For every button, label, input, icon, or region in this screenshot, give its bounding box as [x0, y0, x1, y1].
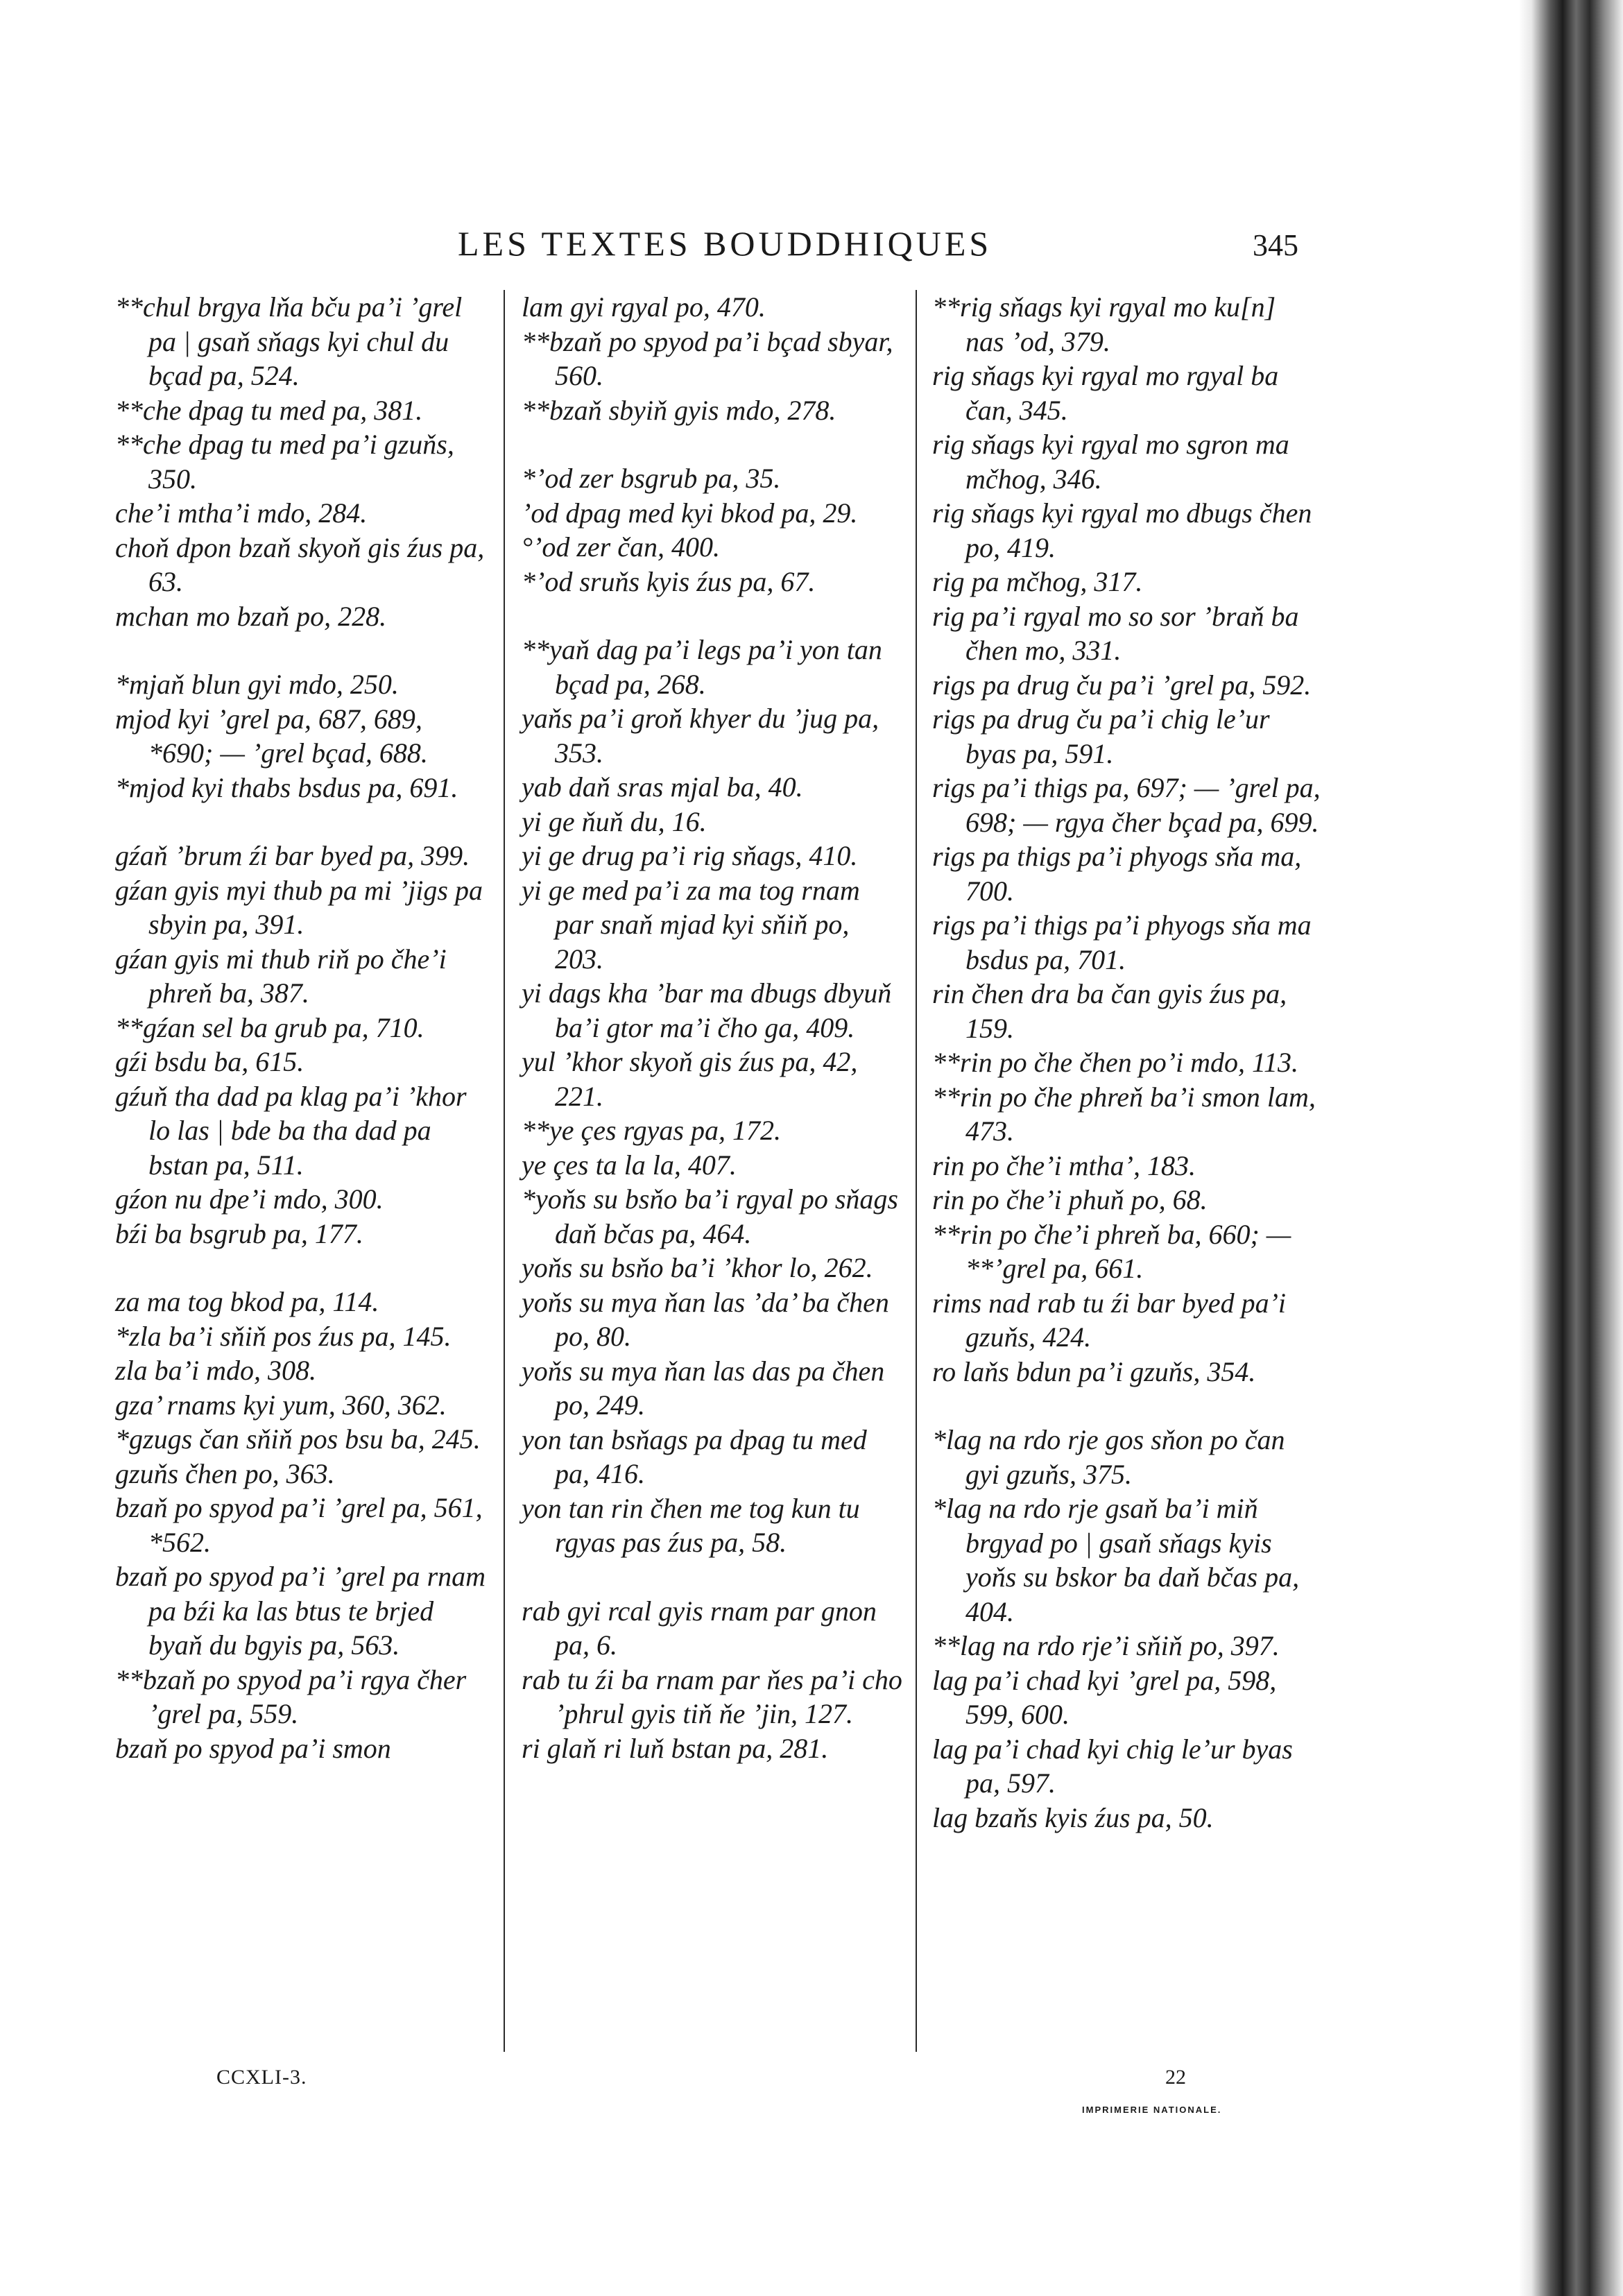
- index-entry: lag pa’i chad kyi ’grel pa, 598, 599, 600.: [932, 1664, 1277, 1730]
- index-entry: rig sňags kyi rgyal mo rgyal ba čan, 345.: [932, 360, 1279, 426]
- index-entry: *mjaň blun gyi mdo, 250.: [115, 669, 399, 700]
- section-gap: [115, 1251, 490, 1285]
- index-entry: yi dags kha ’bar ma dbugs dbyuň ba’i gtor ma’i čho ga, 409.: [522, 977, 892, 1043]
- index-entry: *gzugs čan sňiň pos bsu ba, 245.: [115, 1423, 481, 1455]
- index-entry: gza’ rnams kyi yum, 360, 362.: [115, 1389, 447, 1421]
- index-entry: gźan gyis myi thub pa mi ’jigs pa sbyin pa, 391.: [115, 874, 483, 940]
- section-gap: [522, 1560, 903, 1594]
- index-entry: mjod kyi ’grel pa, 687, 689, *690; — ’grel bçad, 688.: [115, 703, 428, 769]
- index-entry: **rin po čhe čhen po’i mdo, 113.: [932, 1047, 1299, 1078]
- index-entry: ro laňs bdun pa’i gzuňs, 354.: [932, 1355, 1256, 1387]
- index-entry: *lag na rdo rje gos sňon po čan gyi gzuňs, 375.: [932, 1424, 1285, 1490]
- index-entry: choň dpon bzaň skyoň gis źus pa, 63.: [115, 531, 485, 597]
- index-entry: rin čhen dra ba čan gyis źus pa, 159.: [932, 978, 1287, 1044]
- index-entry: *lag na rdo rje gsaň ba’i miň brgyad po | gsaň sňags kyis yoňs su bskor ba daň bčas pa, 404.: [932, 1493, 1300, 1627]
- index-entry: yon tan bsňags pa dpag tu med pa, 416.: [522, 1423, 867, 1489]
- index-entry: **bzaň po spyod pa’i rgya čher ’grel pa, 559.: [115, 1663, 467, 1729]
- index-entry: lag bzaňs kyis źus pa, 50.: [932, 1801, 1214, 1833]
- index-entry: ’od dpag med kyi bkod pa, 29.: [522, 497, 858, 529]
- index-entry: *mjod kyi thabs bsdus pa, 691.: [115, 771, 458, 803]
- section-gap: [932, 1389, 1321, 1423]
- index-entry: rig pa’i rgyal mo so sor ’braň ba čhen mo, 331.: [932, 600, 1299, 666]
- index-entry: za ma tog bkod pa, 114.: [115, 1286, 379, 1317]
- index-column-2: [522, 290, 903, 1765]
- index-entry: lag pa’i chad kyi chig le’ur byas pa, 597.: [932, 1733, 1293, 1799]
- index-entry: yaňs pa’i groň khyer du ’jug pa, 353.: [522, 703, 879, 769]
- sheet-number: 22: [1165, 2066, 1186, 2089]
- index-entry: gzuňs čhen po, 363.: [115, 1457, 335, 1489]
- index-entry: *’od zer bsgrub pa, 35.: [522, 463, 781, 494]
- index-entry: yoňs su bsňo ba’i ’khor lo, 262.: [522, 1252, 873, 1283]
- index-entry: gźon nu dpe’i mdo, 300.: [115, 1183, 384, 1215]
- index-entry: gźuň tha dad pa klag pa’i ’khor lo las | bde ba tha dad pa bstan pa, 511.: [115, 1080, 467, 1181]
- section-gap: [522, 427, 903, 461]
- index-entry: **lag na rdo rje’i sňiň po, 397.: [932, 1630, 1280, 1661]
- section-gap: [115, 633, 490, 667]
- printer-imprint: IMPRIMERIE NATIONALE.: [1082, 2105, 1222, 2115]
- index-entry: rigs pa’i thigs pa, 697; — ’grel pa, 698; — rgya čher bçad pa, 699.: [932, 772, 1321, 838]
- section-gap: [115, 805, 490, 839]
- index-entry: **rin po čhe phreň ba’i smon lam, 473.: [932, 1081, 1316, 1147]
- index-entry: gźaň ’brum źi bar byed pa, 399.: [115, 840, 470, 871]
- index-entry: **chul brgya lňa bču pa’i ’grel pa | gsaň sňags kyi chul du bçad pa, 524.: [115, 291, 463, 391]
- index-entry: gźan gyis mi thub riň po čhe’i phreň ba, 387.: [115, 943, 447, 1009]
- index-entry: yi ge med pa’i za ma tog rnam par snaň mjad kyi sňiň po, 203.: [522, 874, 860, 975]
- signature-mark: CCXLI-3.: [216, 2066, 307, 2089]
- index-entry: rig sňags kyi rgyal mo dbugs čhen po, 419.: [932, 497, 1312, 563]
- index-entry: **ye çes rgyas pa, 172.: [522, 1115, 781, 1146]
- page-number: 345: [1253, 228, 1298, 262]
- page-header: [0, 223, 1623, 265]
- index-column-1: [115, 290, 490, 1765]
- index-entry: bźi ba bsgrub pa, 177.: [115, 1217, 363, 1249]
- index-entry: *yoňs su bsňo ba’i rgyal po sňags daň bčas pa, 464.: [522, 1183, 898, 1249]
- index-entry: gźi bsdu ba, 615.: [115, 1046, 304, 1077]
- index-entry: rigs pa thigs pa’i phyogs sňa ma, 700.: [932, 841, 1302, 907]
- index-entry: bzaň po spyod pa’i ’grel pa, 561, *562.: [115, 1492, 483, 1558]
- index-entry: rab tu źi ba rnam par ňes pa’i cho ’phrul gyis tiň ňe ’jin, 127.: [522, 1663, 902, 1729]
- index-entry: bzaň po spyod pa’i smon: [115, 1732, 391, 1764]
- index-entry: **gźan sel ba grub pa, 710.: [115, 1011, 424, 1043]
- index-entry: **yaň dag pa’i legs pa’i yon tan bçad pa, 268.: [522, 634, 882, 700]
- index-entry: °’od zer čan, 400.: [522, 531, 720, 563]
- index-entry: **rig sňags kyi rgyal mo ku[n] nas ’od, 379.: [932, 291, 1276, 357]
- index-entry: yon tan rin čhen me tog kun tu rgyas pas źus pa, 58.: [522, 1492, 860, 1558]
- index-entry: ri glaň ri luň bstan pa, 281.: [522, 1732, 829, 1764]
- index-entry: rig sňags kyi rgyal mo sgron ma mčhog, 346.: [932, 429, 1289, 495]
- section-gap: [522, 599, 903, 633]
- index-entry: che’i mtha’i mdo, 284.: [115, 497, 368, 529]
- index-entry: **bzaň sbyiň gyis mdo, 278.: [522, 394, 836, 426]
- index-entry: rin po čhe’i mtha’, 183.: [932, 1149, 1196, 1181]
- index-entry: **bzaň po spyod pa’i bçad sbyar, 560.: [522, 325, 893, 391]
- index-entry: **rin po čhe’i phreň ba, 660; — **’grel pa, 661.: [932, 1218, 1291, 1284]
- column-rule: [916, 290, 917, 2052]
- index-entry: yoňs su mya ňan las das pa čhen po, 249.: [522, 1355, 885, 1421]
- index-entry: yab daň sras mjal ba, 40.: [522, 771, 803, 803]
- index-entry: ye çes ta la la, 407.: [522, 1149, 737, 1181]
- index-entry: rin po čhe’i phuň po, 68.: [932, 1184, 1208, 1215]
- index-entry: **che dpag tu med pa, 381.: [115, 394, 423, 426]
- index-entry: *’od sruňs kyis źus pa, 67.: [522, 565, 816, 597]
- index-entry: zla ba’i mdo, 308.: [115, 1355, 316, 1386]
- index-entry: rigs pa drug ču pa’i chig le’ur byas pa, 591.: [932, 703, 1270, 769]
- index-entry: yi ge ňuň du, 16.: [522, 805, 707, 837]
- index-entry: yul ’khor skyoň gis źus pa, 42, 221.: [522, 1046, 858, 1112]
- column-rule: [504, 290, 505, 2052]
- index-entry: rigs pa’i thigs pa’i phyogs sňa ma bsdus pa, 701.: [932, 909, 1312, 975]
- book-edge-shadow: [1519, 0, 1623, 2296]
- index-entry: rims nad rab tu źi bar byed pa’i gzuňs, 424.: [932, 1287, 1286, 1353]
- index-entry: rab gyi rcal gyis rnam par gnon pa, 6.: [522, 1595, 877, 1661]
- index-entry: yi ge drug pa’i rig sňags, 410.: [522, 840, 858, 871]
- index-entry: bzaň po spyod pa’i ’grel pa rnam pa bźi ka las btus te brjed byaň du bgyis pa, 563.: [115, 1561, 486, 1661]
- index-column-3: [932, 290, 1321, 1835]
- index-entry: mchan mo bzaň po, 228.: [115, 600, 387, 632]
- index-entry: rig pa mčhog, 317.: [932, 566, 1143, 597]
- index-entry: yoňs su mya ňan las ’da’ ba čhen po, 80.: [522, 1286, 889, 1352]
- running-title: LES TEXTES BOUDDHIQUES: [458, 224, 993, 263]
- index-entry: *zla ba’i sňiň pos źus pa, 145.: [115, 1320, 452, 1352]
- index-entry: **che dpag tu med pa’i gzuňs, 350.: [115, 429, 454, 495]
- index-entry: lam gyi rgyal po, 470.: [522, 291, 766, 323]
- index-entry: rigs pa drug ču pa’i ’grel pa, 592.: [932, 669, 1312, 701]
